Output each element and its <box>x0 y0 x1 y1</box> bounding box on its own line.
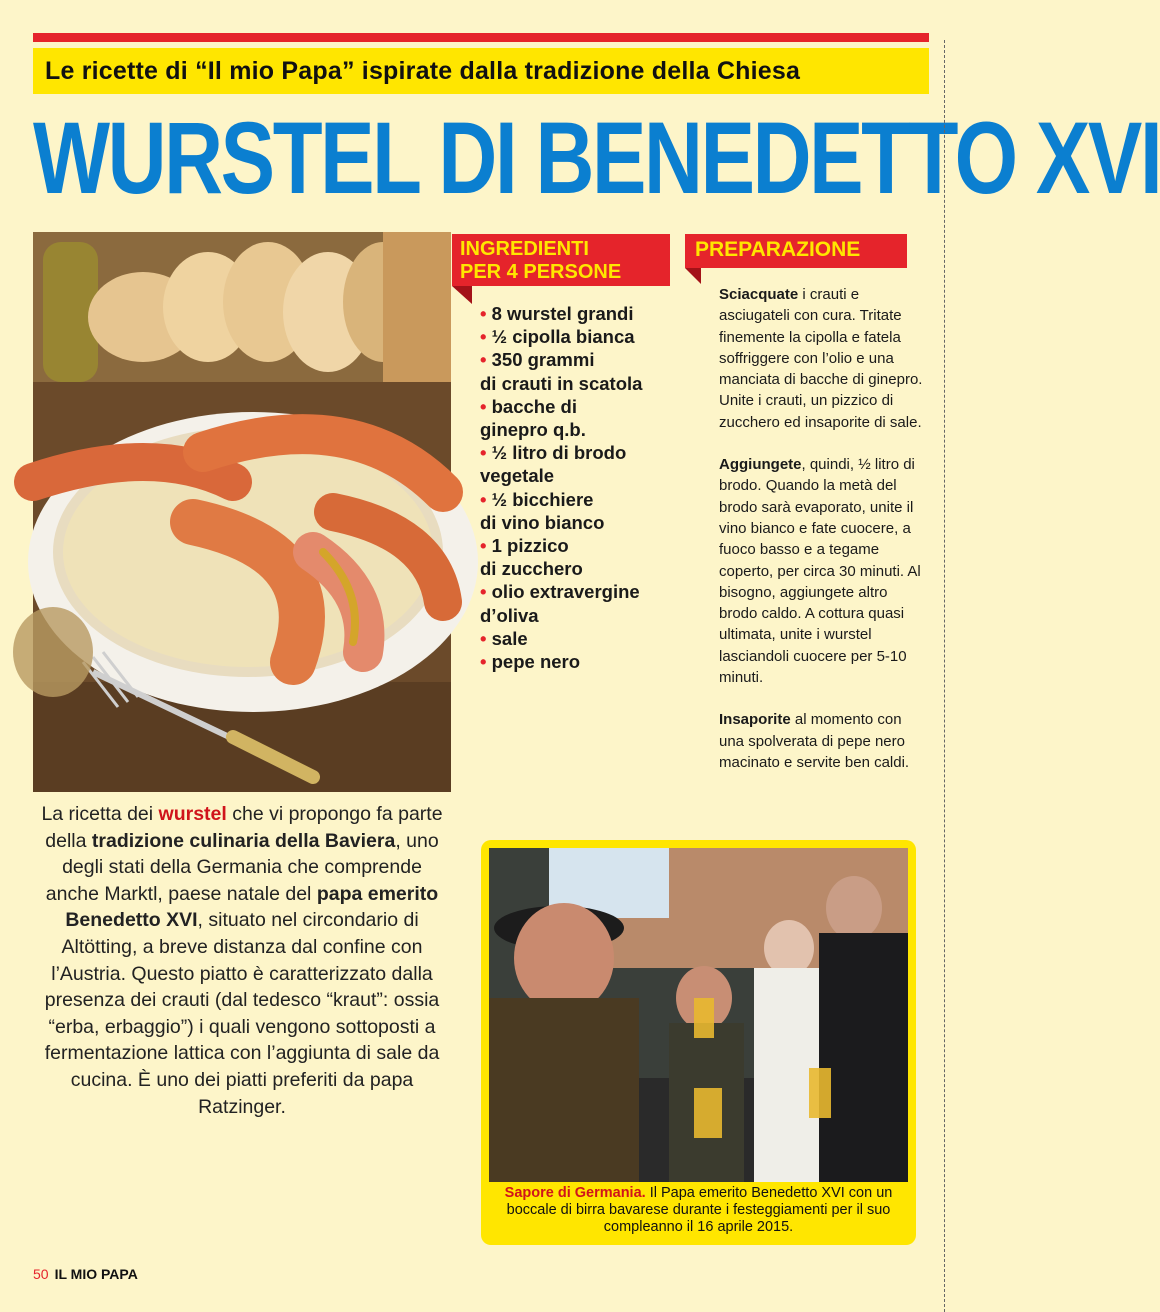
ingredients-tag-line1: INGREDIENTI <box>460 238 589 260</box>
ingredient-item <box>480 395 680 418</box>
ingredient-item <box>480 372 680 395</box>
ingredients-tag-fold <box>452 286 472 304</box>
ingredient-text: ½ bicchiere <box>491 488 594 510</box>
ingredient-text: ginepro q.b. <box>480 419 586 441</box>
intro-paragraph: La ricetta dei wurstel che vi propongo fa parte della tradizione culinaria della Baviera, uno degli stati della Germania che comprende anche Marktl, paese natale del papa emerito Benedetto XVI, situato nel circondario di Altötting, a breve distanza dal confine con l’Austria. Questo piatto è caratterizzato dalla presenza dei crauti (dal tedesco “kraut”: ossia “erba, erbaggio”) i quali vengono sottoposti a fermentazione lattica con l’aggiunta di sale da cucina. È uno dei piatti preferiti da papa Ratzinger. <box>41 803 443 1118</box>
ingredient-bullet: • <box>480 326 492 348</box>
preparation-step-3: Insaporite al momento con una spolverata di pepe nero macinato e servite ben caldi. <box>719 711 910 771</box>
ingredient-text: di zucchero <box>480 558 583 580</box>
ingredient-bullet: • <box>480 395 492 417</box>
ingredient-text: di crauti in scatola <box>480 372 643 394</box>
preparation-text <box>719 284 929 794</box>
photo-caption: Sapore di Germania. Il Papa emerito Benedetto XVI con un boccale di birra bavarese durante i festeggiamenti per il suo compleanno il 16 aprile 2015. <box>504 1185 893 1235</box>
article-title: WURSTEL DI BENEDETTO XVI <box>33 101 1160 215</box>
ingredient-text: 1 pizzico <box>491 535 569 557</box>
ingredient-item <box>480 557 680 580</box>
ingredient-bullet: • <box>480 581 492 603</box>
ingredient-bullet: • <box>480 651 492 673</box>
ingredients-tag <box>452 234 670 286</box>
ingredient-item <box>480 627 680 650</box>
ingredient-text: ½ litro di brodo <box>491 442 627 464</box>
ingredient-text: bacche di <box>491 395 577 417</box>
preparation-step-1: Sciacquate i crauti e asciugateli con cura. Tritate finemente la cipolla e fatela soffriggere con l’olio e una manciata di bacche di ginepro. Unite i crauti, un pizzico di zucchero ed insaporite di sale. <box>719 286 923 431</box>
ingredient-item <box>480 325 680 348</box>
ingredient-item <box>480 348 680 371</box>
ingredient-bullet: • <box>480 442 492 464</box>
sausage-dish-photo <box>33 232 451 792</box>
ingredient-item <box>480 418 680 441</box>
ingredient-bullet: • <box>480 303 492 324</box>
ingredient-item <box>480 464 680 487</box>
top-red-bar <box>33 33 929 42</box>
ingredient-text: 8 wurstel grandi <box>491 303 634 324</box>
ingredient-text: d’oliva <box>480 604 539 626</box>
ingredient-item <box>480 441 680 464</box>
ingredient-item <box>480 511 680 534</box>
ingredient-item <box>480 580 680 603</box>
ingredient-text: olio extravergine <box>491 581 640 603</box>
page-number: 50 <box>33 1266 49 1282</box>
magazine-name: IL MIO PAPA <box>54 1266 138 1282</box>
bavaria-photo <box>489 848 908 1182</box>
bavaria-photo-box <box>481 840 916 1245</box>
ingredient-text: 350 grammi <box>491 349 595 371</box>
preparation-tag <box>685 234 907 268</box>
ingredient-item <box>480 650 680 673</box>
ingredients-tag-line2: PER 4 PERSONE <box>460 261 622 283</box>
ingredient-text: pepe nero <box>491 651 581 673</box>
ingredient-text: di vino bianco <box>480 511 605 533</box>
page-edge-dashed-line <box>944 40 945 1312</box>
ingredient-bullet: • <box>480 488 492 510</box>
preparation-tag-fold <box>685 268 701 284</box>
ingredient-bullet: • <box>480 627 492 649</box>
section-subtitle: Le ricette di “Il mio Papa” ispirate dalla tradizione della Chiesa <box>45 56 801 85</box>
section-subtitle-banner <box>33 48 929 94</box>
ingredient-item <box>480 604 680 627</box>
article-title-block <box>33 98 1160 218</box>
ingredient-text: vegetale <box>480 465 555 487</box>
preparation-step-2: Aggiungete, quindi, ½ litro di brodo. Quando la metà del brodo sarà evaporato, unite il vino bianco e fate cuocere, a fuoco basso e a tegame coperto, per circa 30 minuti. Al bisogno, aggiungete altro brodo caldo. A cottura quasi ultimata, unite i wurstel lasciandoli cuocere per 5-10 minuti. <box>719 456 921 687</box>
ingredients-list <box>480 302 680 673</box>
ingredient-text: ½ cipolla bianca <box>491 326 635 348</box>
ingredient-bullet: • <box>480 349 492 371</box>
ingredient-bullet: • <box>480 535 492 557</box>
ingredient-item <box>480 302 680 325</box>
page-footer <box>33 1266 138 1282</box>
preparation-tag-label: PREPARAZIONE <box>695 238 861 261</box>
ingredient-text: sale <box>491 627 528 649</box>
ingredient-item <box>480 488 680 511</box>
ingredient-item <box>480 534 680 557</box>
